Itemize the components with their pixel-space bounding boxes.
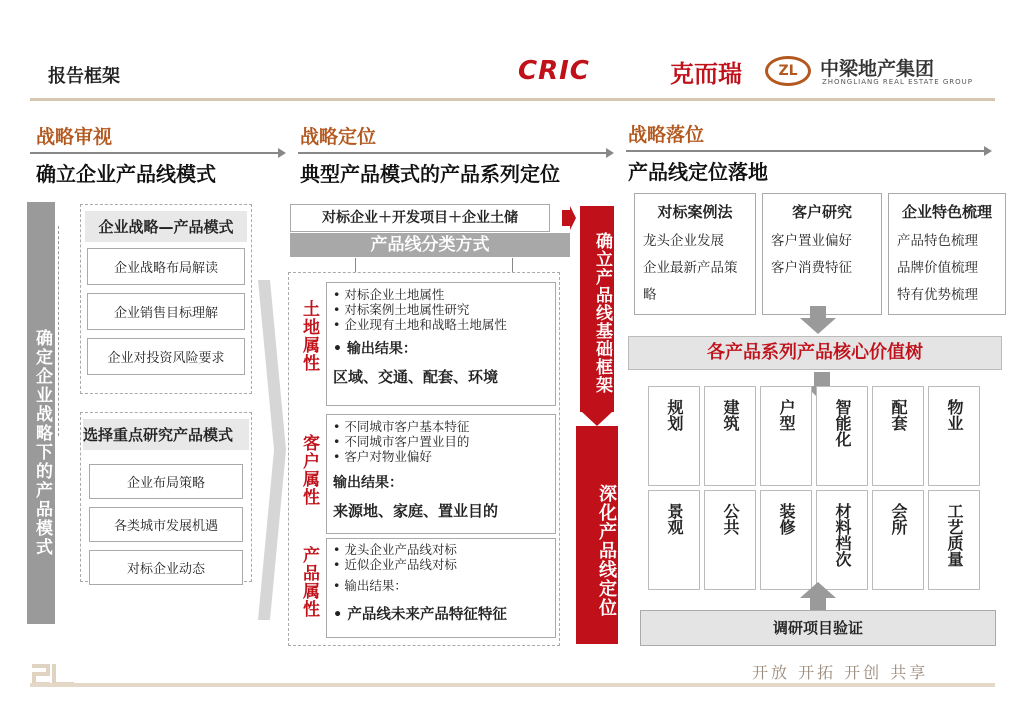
left-group-2 [80, 412, 252, 582]
arrow-down-icon [800, 306, 836, 334]
output-value: 产品线未来产品特征特征 [347, 607, 507, 623]
left-group-2-title: 选择重点研究产品模式 [83, 419, 249, 450]
left-connector [58, 226, 78, 436]
grid-cell: 物业 [928, 386, 980, 486]
card-item: 特有优势梳理 [897, 287, 978, 303]
value-grid [648, 386, 988, 590]
arrow-down-icon [582, 412, 612, 426]
left-group-2-item: 各类城市发展机遇 [89, 507, 243, 542]
bullet: • 龙头企业产品线对标 [333, 542, 549, 557]
red-bar-deepen: 深化产品线定位 [576, 426, 618, 644]
card-customer [762, 193, 882, 315]
bullet: • 客户对物业偏好 [333, 449, 549, 464]
output-value: 来源地、家庭、置业目的 [333, 502, 499, 520]
value-tree-bar: 各产品系列产品核心价值树 [628, 336, 1002, 370]
grid-cell: 材料档次 [816, 490, 868, 590]
left-group-1-title: 企业战略—产品模式 [85, 211, 247, 242]
grid-cell: 配套 [872, 386, 924, 486]
section-arrow-3 [626, 150, 986, 152]
zhongliang-name: 中梁地产集团 [820, 58, 935, 80]
grid-cell: 装修 [760, 490, 812, 590]
section-arrow-1 [30, 152, 280, 154]
section-title-1: 战略审视 [36, 126, 113, 148]
bullet: • 近似企业产品线对标 [333, 557, 549, 572]
footer-divider [30, 683, 995, 687]
card-item: 企业最新产品策略 [643, 260, 738, 303]
bullet: • 不同城市客户置业目的 [333, 434, 549, 449]
bullet: • 不同城市客户基本特征 [333, 419, 549, 434]
card-benchmark [634, 193, 756, 315]
card-title: 对标案例法 [657, 203, 733, 221]
bullet: • 对标案例土地属性研究 [333, 302, 549, 317]
output-value: 区域、交通、配套、环境 [333, 368, 499, 386]
section-subtitle-3: 产品线定位落地 [628, 160, 768, 184]
block-label-product: 产品属性 [299, 546, 319, 618]
grid-cell: 智能化 [816, 386, 868, 486]
left-side-label: 确定企业战略下的产品模式 [27, 202, 55, 624]
grid-cell: 景观 [648, 490, 700, 590]
left-group-1 [80, 204, 252, 394]
chevron-right-icon [258, 280, 286, 620]
output-label: 输出结果： [346, 341, 417, 357]
red-bar-framework: 确立产品线基础框架 [580, 206, 614, 412]
left-group-2-item: 企业布局策略 [89, 464, 243, 499]
cric-cn-logo: 克而瑞 [670, 60, 742, 88]
grid-cell: 建筑 [704, 386, 756, 486]
block-label-customer: 客户属性 [299, 434, 319, 506]
card-item: 品牌价值梳理 [897, 260, 978, 276]
block-label-land: 土地属性 [299, 300, 319, 372]
grid-cell: 户型 [760, 386, 812, 486]
header-divider [30, 98, 995, 101]
arrow-line [355, 258, 356, 272]
left-group-1-item: 企业销售目标理解 [87, 293, 245, 330]
page-title: 报告框架 [48, 66, 120, 87]
zhongliang-logo-icon: ZL [765, 56, 811, 86]
card-enterprise [888, 193, 1006, 315]
section-arrow-2 [298, 152, 608, 154]
left-group-1-item: 企业战略布局解读 [87, 248, 245, 285]
footer-slogan: 开放 开拓 开创 共享 [752, 663, 929, 682]
card-title: 企业特色梳理 [901, 203, 992, 221]
card-item: 龙头企业发展 [643, 233, 724, 249]
section-title-3: 战略落位 [628, 124, 705, 146]
output-label: 输出结果： [333, 475, 403, 491]
section-subtitle-2: 典型产品模式的产品系列定位 [300, 162, 560, 186]
card-item: 产品特色梳理 [897, 233, 978, 249]
bullet: • 输出结果： [333, 578, 549, 593]
left-group-1-item: 企业对投资风险要求 [87, 338, 245, 375]
section-subtitle-1: 确立企业产品线模式 [36, 162, 216, 186]
grid-cell: 公共 [704, 490, 756, 590]
grid-cell: 会所 [872, 490, 924, 590]
card-title: 客户研究 [791, 203, 852, 221]
cric-logo: CRIC [518, 56, 590, 86]
arrow-line [512, 258, 513, 272]
section-title-2: 战略定位 [300, 126, 377, 148]
block-customer [326, 414, 556, 534]
verify-bar: 调研项目验证 [640, 610, 996, 646]
card-item: 客户消费特征 [771, 260, 852, 276]
block-product: • 龙头企业产品线对标 • 近似企业产品线对标 • 输出结果： • 产品线未来产品特征特征 [326, 538, 556, 638]
arrow-right-icon [562, 206, 576, 230]
left-group-2-item: 对标企业动态 [89, 550, 243, 585]
middle-source-box: 对标企业＋开发项目＋企业土储 [290, 204, 550, 232]
grid-cell: 工艺质量 [928, 490, 980, 590]
bullet: • 对标企业土地属性 [333, 287, 549, 302]
arrow-up-icon [800, 582, 836, 610]
bullet: • 企业现有土地和战略土地属性 [333, 317, 549, 332]
block-land: • 对标企业土地属性 • 对标案例土地属性研究 • 企业现有土地和战略土地属性 • 输出结果： 区域、交通、配套、环境 [326, 282, 556, 406]
grid-cell: 规划 [648, 386, 700, 486]
card-item: 客户置业偏好 [771, 233, 852, 249]
zhongliang-en-name: ZHONGLIANG REAL ESTATE GROUP [822, 78, 973, 86]
classify-bar: 产品线分类方式 [290, 233, 570, 257]
